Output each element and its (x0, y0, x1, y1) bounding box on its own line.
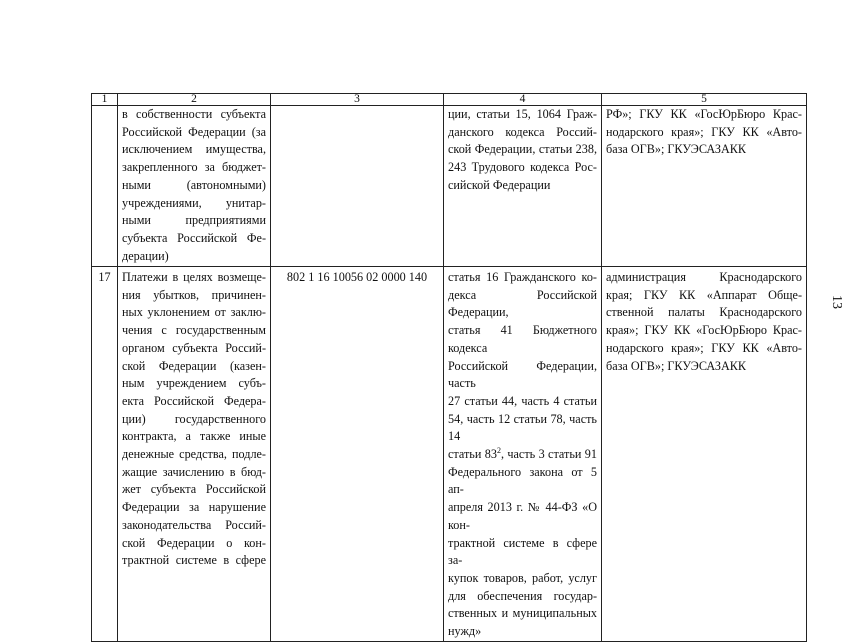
text-fragment: статьи 83 (448, 447, 497, 462)
text-line: края»; ГКУ КК «ГосЮрБюро Крас- (606, 323, 802, 338)
text-line: закрепленного за бюджет- (122, 160, 266, 175)
text-line: Платежи в целях возмеще- (122, 270, 266, 284)
cell-number: 17 (92, 267, 118, 642)
header-col-4: 4 (444, 94, 602, 106)
text-line: декса Российской Федерации, (448, 287, 597, 320)
payments-table (91, 93, 807, 642)
text-line: 243 Трудового кодекса Рос- (448, 160, 597, 175)
text-line: ской Федерации о кон- (122, 535, 266, 550)
cell-code (271, 106, 444, 267)
page-number: 13 (829, 295, 844, 309)
text-line: ными предприятиями (122, 213, 266, 228)
cell-administrators (602, 106, 807, 267)
text-line: края; ГКУ КК «Аппарат Обще- (606, 287, 802, 302)
text-line: Федерального закона от 5 ап- (448, 464, 597, 497)
cell-number (92, 106, 118, 267)
text-line: субъекта Российской Фе- (122, 230, 266, 245)
text-line: нодарского края»; ГКУ КК «Авто- (606, 340, 802, 355)
text-line: в собственности субъекта (122, 107, 266, 121)
table-row (92, 267, 807, 642)
text-line: дерации) (122, 248, 169, 263)
text-line: учреждениями, унитар- (122, 195, 266, 210)
cell-administrators (602, 267, 807, 642)
header-col-3: 3 (271, 94, 444, 106)
table-header-row (92, 94, 807, 106)
text-line: 27 статьи 44, часть 4 статьи (448, 393, 597, 408)
text-line: администрация Краснодарского (606, 270, 802, 284)
header-col-2: 2 (118, 94, 271, 106)
text-line: нодарского края»; ГКУ КК «Авто- (606, 124, 802, 139)
text-line: ской Федерации, статьи 238, (448, 142, 597, 157)
text-line: Российской Федерации (за (122, 124, 266, 139)
text-line: нужд» (448, 624, 482, 639)
cell-description (118, 106, 271, 267)
text-line: законодательства Россий- (122, 517, 266, 532)
text-line: екта Российской Федера- (122, 393, 266, 408)
text-line: Федерации за нарушение (122, 500, 266, 515)
text-line: ции) государственного (122, 411, 266, 426)
text-line: купок товаров, работ, услуг (448, 570, 597, 585)
text-line: для обеспечения государ- (448, 588, 597, 603)
text-line (448, 446, 597, 464)
text-line: РФ»; ГКУ КК «ГосЮрБюро Крас- (606, 107, 802, 121)
text-line: ния убытков, причинен- (122, 287, 266, 302)
text-line: ственной палаты Краснодарского (606, 305, 802, 320)
text-line: база ОГВ»; ГКУЭСАЗАКК (606, 358, 747, 373)
text-line: ных уклонением от заклю- (122, 305, 266, 320)
text-line: 54, часть 12 статьи 78, часть 14 (448, 411, 597, 444)
text-line: трактной системе в сфере (122, 553, 266, 568)
text-line: исключением имущества, (122, 142, 266, 157)
cell-description (118, 267, 271, 642)
text-fragment: , часть 3 статьи 91 (500, 447, 597, 462)
header-col-5: 5 (602, 94, 807, 106)
text-line: чения с государственным (122, 323, 266, 338)
text-line: апреля 2013 г. № 44-ФЗ «О кон- (448, 500, 597, 532)
text-line: контракта, а также иные (122, 429, 266, 444)
cell-legal-basis (444, 106, 602, 267)
text-line: жет субъекта Российской (122, 482, 266, 497)
superscript: 2 (496, 445, 501, 455)
cell-code: 802 1 16 10056 02 0000 140 (271, 267, 444, 642)
text-line: ными (автономными) (122, 177, 266, 192)
cell-legal-basis (444, 267, 602, 642)
text-line: ции, статьи 15, 1064 Граж- (448, 107, 597, 121)
text-line: ственных и муниципальных (448, 606, 597, 621)
text-line: жащие зачислению в бюд- (122, 464, 266, 479)
text-line: статья 16 Гражданского ко- (448, 270, 597, 284)
text-line: база ОГВ»; ГКУЭСАЗАКК (606, 142, 747, 157)
text-line: ской Федерации (казен- (122, 358, 266, 373)
text-line: сийской Федерации (448, 177, 551, 192)
text-line: органом субъекта Россий- (122, 340, 266, 355)
text-line: ным учреждением субъ- (122, 376, 266, 391)
text-line: статья 41 Бюджетного кодекса (448, 323, 597, 355)
header-col-1: 1 (92, 94, 118, 106)
table-row (92, 106, 807, 267)
text-line: данского кодекса Россий- (448, 124, 597, 139)
text-line: денежные средства, подле- (122, 447, 266, 462)
text-line: трактной системе в сфере за- (448, 535, 597, 568)
text-line: Российской Федерации, часть (448, 358, 597, 391)
